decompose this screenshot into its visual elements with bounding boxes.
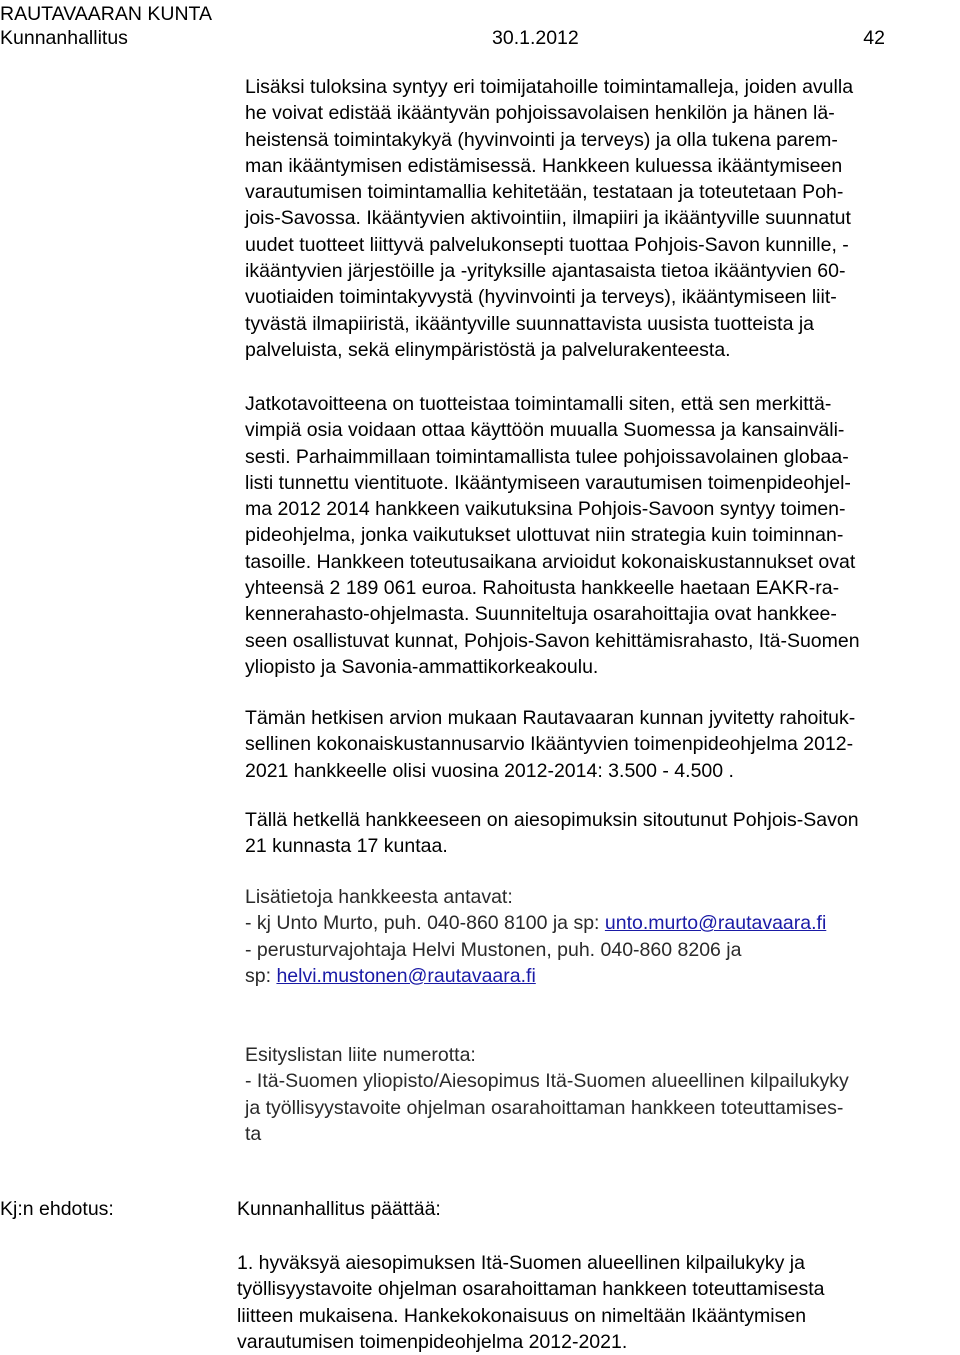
text-line: heistensä toimintakykyä (hyvinvointi ja terveys) ja olla tukena parem- [245, 128, 838, 151]
text-line: 2021 hankkeelle olisi vuosina 2012-2014: 3.500 - 4.500 . [245, 759, 734, 782]
text-line: sesti. Parhaimmillaan toimintamallista tulee pohjoissavolainen globaa- [245, 445, 849, 468]
paragraph-funding-estimate [245, 705, 855, 784]
proposal-decision [237, 1250, 825, 1355]
text-line: tasoille. Hankkeen toteutusaikana arvioidut kokonaiskustannukset ovat [245, 550, 856, 573]
proposal-label: Kj:n ehdotus: [0, 1198, 114, 1220]
paragraph-continuation-goal [245, 391, 860, 680]
text-line: 21 kunnasta 17 kuntaa. [245, 835, 448, 858]
text-line: Jatkotavoitteena on tuotteistaa toimintamalli siten, että sen merkittä- [245, 393, 832, 415]
text-line: kennerahasto-ohjelmasta. Suunniteltuja osarahoittajia ovat hankkee- [245, 603, 837, 626]
email-link-helvi-mustonen[interactable]: helvi.mustonen@rautavaara.fi [276, 964, 536, 987]
text-line: vuotiaiden toimintakyvystä (hyvinvointi ja terveys), ikääntymiseen liit- [245, 286, 837, 309]
email-link-unto-murto[interactable]: unto.murto@rautavaara.fi [604, 912, 827, 935]
text-line: vimpiä osia voidaan ottaa käyttöön muualla Suomessa ja kansainväli- [245, 419, 845, 442]
header-row [0, 26, 885, 50]
text-line: jois-Savossa. Ikääntyvien aktivointiin, ilmapiiri ja ikääntyville suunnatut [245, 207, 851, 230]
text-line: ikääntyvien järjestöille ja -yrityksille ajantasaista tietoa ikääntyvien 60- [245, 260, 846, 283]
text-line: listi tunnettu vientituote. Ikääntymiseen varautumisen toimenpideohjel- [245, 471, 851, 494]
attachment-title: Esityslistan liite numerotta: [245, 1044, 476, 1066]
text-line: tyvästä ilmapiiristä, ikääntyville suunnattavista uusista tuotteista ja [245, 312, 815, 335]
text-line: liitteen mukaisena. Hankekokonaisuus on nimeltään Ikääntymisen [237, 1304, 807, 1327]
text-line: Lisäksi tuloksina syntyy eri toimijatahoille toimintamalleja, joiden avulla [245, 76, 854, 98]
text-line: työllisyystavoite ohjelman osarahoittaman hankkeen toteuttamisesta [237, 1278, 825, 1301]
paragraph-commitment [245, 807, 859, 860]
text-line: sellinen kokonaiskustannusarvio Ikääntyvien toimenpideohjelma 2012- [245, 733, 854, 756]
text-line: yhteensä 2 189 061 euroa. Rahoitusta hankkeelle haetaan EAKR-ra- [245, 577, 840, 600]
text-line: man ikääntymisen edistämisessä. Hankkeen kuluessa ikääntymiseen [245, 154, 843, 177]
text-line: ja työllisyystavoite ohjelman osarahoittaman hankkeen toteuttamises- [245, 1096, 844, 1119]
text-line: uudet tuotteet liittyvä palvelukonsepti tuottaa Pohjois-Savon kunnille, - [245, 233, 849, 256]
contact-line [245, 910, 826, 936]
text-line: he voivat edistää ikääntyvän pohjoissavolaisen henkilön ja hänen lä- [245, 102, 835, 125]
paragraph-results [245, 74, 853, 363]
text-line: yliopisto ja Savonia-ammattikorkeakoulu. [245, 655, 599, 678]
text-line: 1. hyväksyä aiesopimuksen Itä-Suomen alueellinen kilpailukyky ja [237, 1252, 805, 1274]
organization-name: RAUTAVAARAN KUNTA [0, 3, 212, 25]
text-line: palveluista, sekä elinympäristöstä ja palvelurakenteesta. [245, 338, 731, 361]
text-line: pideohjelma, jonka vaikutukset ulottuvat niin strategia kuin toiminnan- [245, 524, 844, 547]
text-line: Tämän hetkisen arvion mukaan Rautavaaran kunnan jyvitetty rahoituk- [245, 707, 856, 729]
proposal-heading: Kunnanhallitus päättää: [237, 1198, 441, 1220]
text-line: ma 2012 2014 hankkeen vaikutuksina Pohjois-Savoon syntyy toimen- [245, 498, 846, 521]
governing-body: Kunnanhallitus [0, 27, 128, 49]
contacts-title: Lisätietoja hankkeesta antavat: [245, 886, 513, 908]
text-line: varautumisen toimenpideohjelma 2012-2021. [237, 1330, 628, 1353]
text-line: seen osallistuvat kunnat, Pohjois-Savon kehittämisrahasto, Itä-Suomen [245, 629, 860, 652]
text-line: - Itä-Suomen yliopisto/Aiesopimus Itä-Suomen alueellinen kilpailukyky [245, 1070, 849, 1093]
contacts-section [245, 884, 826, 989]
contact-text: sp: [245, 964, 277, 987]
contact-text: - kj Unto Murto, puh. 040-860 8100 ja sp: [245, 912, 605, 935]
contact-line: - perusturvajohtaja Helvi Mustonen, puh. 040-860 8206 ja [245, 938, 742, 961]
attachment-section [245, 1042, 849, 1147]
text-line: varautumisen toimintamallia kehitetään, testataan ja toteutetaan Poh- [245, 181, 844, 204]
text-line: ta [245, 1122, 262, 1145]
page-number: 42 [863, 27, 885, 49]
text-line: Tällä hetkellä hankkeeseen on aiesopimuksin sitoutunut Pohjois-Savon [245, 809, 859, 831]
meeting-date: 30.1.2012 [492, 27, 579, 49]
contact-line [245, 963, 826, 989]
